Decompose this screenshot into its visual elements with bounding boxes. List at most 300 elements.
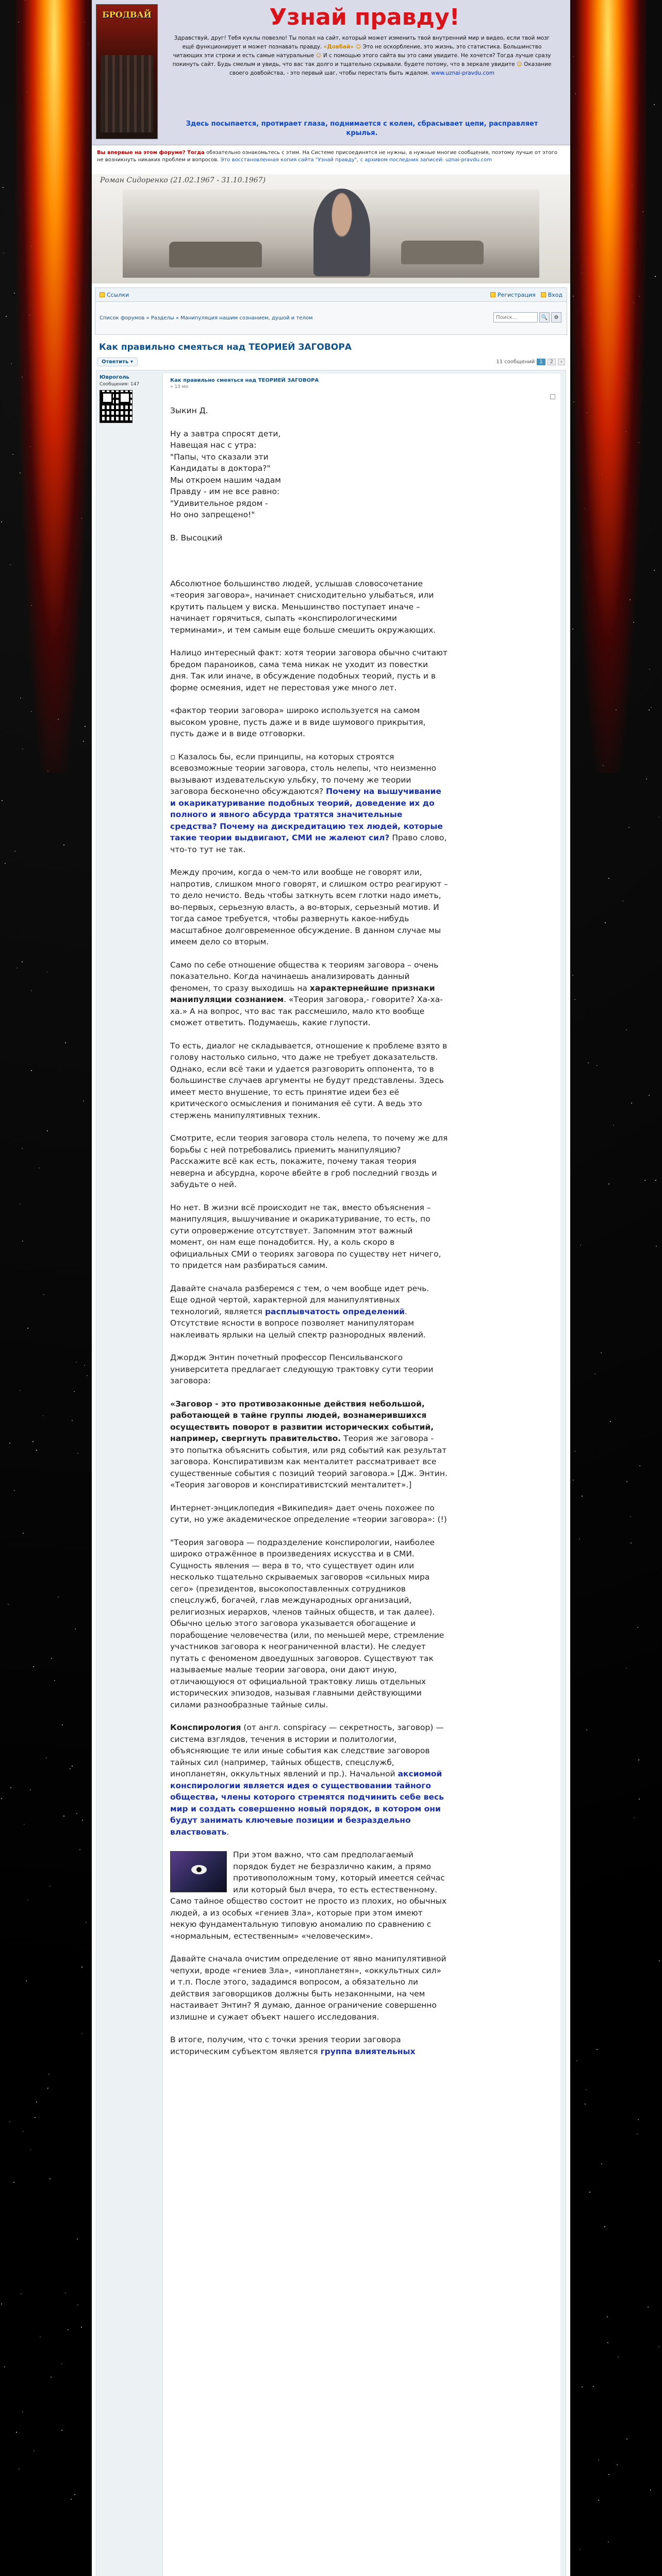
paragraph-text: В итоге, получим, что с точки зрения теории заговора историческим субъектом является	[170, 2035, 401, 2056]
star-dot	[53, 326, 54, 327]
paragraph: Между прочим, когда о чем-то или вообще не говорят или, напротив, слишком много говорят, и слишком остро реагируют – то дело нечисто. Ведь чтобы заткнуть всем глотки надо иметь, во-первых, серьезную власть, а во-вторых, серьезный мотив. И тогда самое требуется, чтобы развернуть какое-нибудь масштабное долговременное обсуждение. В данном случае мы имеем дело со вторым.	[170, 868, 448, 946]
poem-author: В. Высоцкий	[170, 533, 223, 543]
star-dot	[639, 1465, 640, 1466]
star-dot	[49, 1886, 51, 1887]
star-dot	[609, 371, 610, 372]
banner-logo-image	[96, 4, 158, 139]
star-dot	[608, 2474, 609, 2475]
flame-decoration-left	[15, 0, 93, 773]
gear-icon[interactable]: ⚙	[551, 312, 561, 323]
star-dot	[81, 2033, 82, 2034]
star-dot	[84, 22, 85, 23]
star-dot	[638, 442, 639, 443]
highlight-text: Почему на вышучивание и окарикатуривание подобных теорий, доведение их до полного и явного абсурда тратятся значительные средства? Почему на дискредитацию тех людей, которые такие теории выдвигают, СМИ не жалеют сил?	[170, 787, 443, 842]
star-dot	[61, 2430, 62, 2431]
star-dot	[646, 778, 647, 779]
star-dot	[74, 2494, 75, 2495]
notice-block	[92, 145, 570, 174]
star-dot	[597, 2049, 598, 2050]
star-dot	[42, 205, 43, 206]
star-dot	[616, 709, 617, 710]
star-dot	[43, 1294, 44, 1295]
star-dot	[24, 1824, 25, 1825]
star-dot	[586, 1730, 587, 1731]
star-dot	[2, 800, 3, 801]
star-dot	[77, 1453, 78, 1454]
post-content	[170, 405, 449, 2057]
star-dot	[16, 968, 18, 969]
star-dot	[21, 2293, 22, 2294]
soldier-portrait	[313, 189, 370, 276]
star-dot	[81, 518, 82, 519]
star-dot	[611, 276, 612, 277]
page-1-button[interactable]: 1	[537, 359, 545, 365]
star-dot	[617, 109, 618, 110]
intro-line-2: читающих эти строки и есть самые натуральные	[173, 53, 315, 59]
star-dot	[77, 2239, 78, 2240]
star-dot	[642, 211, 643, 212]
star-dot	[18, 22, 19, 23]
star-dot	[55, 282, 56, 283]
star-dot	[575, 93, 576, 94]
star-dot	[47, 2088, 48, 2089]
star-dot	[76, 1813, 77, 1814]
star-dot	[626, 1481, 627, 1482]
star-dot	[52, 407, 53, 408]
star-dot	[1, 2303, 2, 2304]
star-dot	[22, 377, 23, 378]
star-dot	[20, 472, 21, 473]
forum-path-row	[95, 302, 567, 335]
banner-logo-text: БРОДВАЙ	[102, 10, 152, 20]
star-dot	[62, 1724, 63, 1725]
intro-quote: «Довбай»	[323, 44, 354, 50]
intro-text	[169, 34, 555, 78]
star-dot	[54, 1680, 55, 1681]
post-meta: » 13 мо	[170, 384, 188, 389]
star-dot	[648, 2307, 649, 2308]
register-icon	[490, 292, 495, 297]
star-dot	[644, 1180, 646, 1181]
paragraph-text: Само по себе отношение общества к теориям заговора – очень показательно. Когда начинаешь анализировать данный феномен, то сразу выходишь на	[170, 960, 439, 993]
links-icon	[100, 292, 105, 297]
bold-text: характернейшие признаки манипуляции сознанием	[170, 983, 435, 1004]
star-dot	[586, 2089, 587, 2090]
star-dot	[617, 2464, 618, 2465]
intro-line-4: будете потому, что в зеркале увидите	[404, 61, 515, 67]
star-dot	[1, 521, 2, 522]
star-dot	[582, 1496, 583, 1497]
star-dot	[573, 296, 574, 297]
smile-icon: ☺	[355, 44, 361, 50]
star-dot	[626, 2438, 627, 2439]
star-dot	[49, 357, 50, 358]
star-dot	[72, 1766, 73, 1767]
star-dot	[659, 1960, 660, 1961]
star-dot	[601, 2163, 602, 2164]
star-dot	[22, 1148, 23, 1149]
star-dot	[31, 711, 32, 712]
star-dot	[63, 844, 64, 845]
star-dot	[4, 2366, 5, 2367]
star-dot	[36, 26, 37, 27]
memorial-banner	[92, 174, 570, 283]
top-navbar	[95, 287, 567, 302]
star-dot	[625, 431, 626, 432]
paragraph-text: . «Теория заговора,- говорите? Ха-ха-ха.» А на вопрос, что вас так рассмешило, мало кто вообще сможет ответить. Подумаешь, какие глупости.	[170, 995, 443, 1027]
star-dot	[84, 1365, 85, 1366]
star-dot	[626, 1668, 627, 1669]
star-dot	[77, 2304, 78, 2306]
links-label: Ссылки	[107, 291, 129, 298]
star-dot	[574, 1451, 575, 1452]
star-dot	[582, 2386, 583, 2387]
bold-text: «Заговор - это противозаконные действия небольшой, работающей в тайне группы людей, вознамерившихся осуществить поворот в развитии исторических событий, например, свергнуть правительство.	[170, 1399, 434, 1443]
star-dot	[79, 1849, 80, 1850]
broken-image-icon	[550, 394, 555, 399]
register-link[interactable]	[490, 292, 536, 298]
star-dot	[20, 698, 21, 699]
star-dot	[655, 1180, 656, 1181]
star-dot	[23, 1533, 24, 1534]
star-dot	[46, 1757, 47, 1758]
topic-action-bar	[97, 355, 565, 368]
paragraph-text: (от англ. conspiracy — секретность, заговор) — система взглядов, течения в истории и политологии, объясняющие те или иные события как следствие заговоров тайных сил (например, тайных обществ, спецслужб, инопланетян, оккультных явлений и пр.). Начальной	[170, 1723, 444, 1778]
reply-button[interactable]	[97, 358, 138, 366]
star-dot	[594, 1374, 595, 1375]
star-dot	[592, 312, 593, 313]
star-dot	[613, 1125, 614, 1126]
poem: Ну а завтра спросят дети, Навещая нас с утра: "Папы, что сказали эти Кандидаты в доктора?" Мы откроем нашим чадам Правду - им не все равно: "Удивительное рядом - Но оно запрещено!"	[170, 429, 281, 519]
star-dot	[65, 2293, 66, 2294]
star-dot	[598, 2500, 599, 2501]
star-dot	[581, 273, 582, 274]
star-dot	[650, 2489, 651, 2490]
star-dot	[579, 1538, 580, 1539]
star-dot	[610, 1421, 611, 1422]
star-dot	[633, 622, 634, 623]
star-dot	[626, 1029, 627, 1030]
paragraph: Смотрите, если теория заговора столь нелепа, то почему же для борьбы с ней потребовались приемить манипуляцию? Расскажите всё как есть, покажите, почему такая теория неверна и абсурдна, короче вбейте в гроб последний гвоздь и забудьте о ней.	[170, 1133, 448, 1189]
star-dot	[68, 2329, 69, 2330]
star-dot	[45, 242, 46, 243]
star-dot	[82, 1820, 83, 1821]
star-dot	[637, 1627, 638, 1628]
post-body	[162, 374, 560, 2576]
star-dot	[35, 2117, 36, 2118]
star-dot	[604, 2226, 605, 2227]
crowd-illustration	[101, 55, 153, 132]
star-dot	[619, 306, 620, 307]
star-dot	[608, 1183, 609, 1184]
star-dot	[71, 2499, 72, 2500]
star-dot	[649, 669, 650, 670]
star-dot	[58, 719, 59, 720]
intro-part-3: Это не оскорбление, это жизнь, это статистика. Большинство	[362, 44, 542, 50]
star-dot	[47, 2088, 48, 2089]
post-profile	[100, 375, 157, 423]
star-dot	[81, 2327, 82, 2328]
paragraph-text: . Отсутствие ясности в вопросе позволяет манипуляторам наклеивать ярлыки на целый спектр разнородных явлений.	[170, 1307, 426, 1340]
paragraph-text: .	[226, 1827, 229, 1837]
post	[96, 370, 566, 2576]
star-dot	[10, 1787, 11, 1788]
star-dot	[654, 570, 655, 571]
notice-note: Это восстановленная копия сайта "Узнай правду", с архивом последних записей: uznai-pravdu.com	[220, 157, 492, 163]
star-dot	[638, 1759, 639, 1760]
tank-illustration	[401, 241, 484, 264]
star-dot	[598, 2460, 599, 2461]
star-dot	[585, 81, 586, 82]
star-dot	[622, 262, 623, 263]
author-name[interactable]: Ювроголь	[100, 375, 129, 380]
page-2-button[interactable]: 2	[548, 359, 556, 365]
star-dot	[586, 412, 587, 413]
star-dot	[27, 91, 28, 92]
star-dot	[631, 1543, 632, 1544]
star-dot	[588, 1062, 589, 1063]
star-dot	[42, 286, 43, 287]
star-dot	[22, 961, 23, 962]
star-dot	[14, 851, 15, 852]
smile-icon: ☺	[316, 53, 322, 59]
intro-line-5: Оказание своего довбойства, - это первый шаг, чтобы перестать быть ждалом.	[229, 61, 552, 76]
intro-part-1: Здравствуй, друг! Тебя куклы повезло! Ты попал на сайт, который может изменить твой внутренний мир и видео, если твой мозг ещё функционирует и может познавать правду.	[174, 35, 550, 50]
star-dot	[584, 508, 585, 509]
star-dot	[638, 2119, 639, 2120]
memorial-caption: Роман Сидоренко (21.02.1967 - 31.10.1967)	[100, 176, 266, 184]
star-dot	[31, 990, 32, 991]
site-title: Узнай правду!	[269, 4, 460, 30]
star-dot	[603, 765, 604, 766]
star-dot	[14, 1490, 15, 1491]
highlight-text: группа влиятельных	[320, 2046, 416, 2056]
star-dot	[649, 1095, 650, 1096]
star-dot	[574, 999, 575, 1000]
nav-right	[490, 292, 562, 298]
star-dot	[622, 901, 623, 902]
star-dot	[27, 1328, 28, 1329]
star-dot	[88, 44, 89, 45]
star-dot	[572, 975, 573, 976]
links-menu[interactable]	[100, 292, 129, 298]
bold-text: Конспирология	[170, 1723, 241, 1732]
paragraph: Давайте сначала очистим определение от явно манипулятивной чепухи, вроде «гениев Зла», «инопланетян», «оккультных сил» и т.п. После этого, зададимся вопросом, а обязательно ли действия заговорщиков должны быть незаконными, на чем настаивает Энтин? Я думаю, данное ограничение совершенно излишне и сужает объект нашего исследования.	[170, 1954, 446, 2022]
star-dot	[637, 2133, 638, 2134]
star-dot	[608, 878, 609, 879]
paragraph: «фактор теории заговора» широко используется на самом высоком уровне, пусть даже и в виде шумового прикрытия, пусть даже и в виде отговорки.	[170, 706, 426, 738]
paragraph	[170, 1722, 449, 1838]
star-dot	[634, 1817, 635, 1818]
star-dot	[10, 564, 11, 565]
star-dot	[36, 1450, 37, 1451]
paragraph: Но нет. В жизни всё происходит не так, вместо объяснения – манипуляция, вышучивание и окарикатуривание, то есть, по сути опровержение отсутствует. Запомним этот важный момент, он нам еще понадобится. Ну, а коль скоро в официальных СМИ о теориях заговора по существу нет ничего, то придется нам разбираться самим.	[170, 1202, 441, 1270]
paragraph-text: Давайте сначала разберемся с тем, о чем вообще идет речь. Еще одной чертой, характерной для манипулятивных технологий, является	[170, 1283, 429, 1316]
login-link[interactable]	[541, 292, 562, 298]
topic-title[interactable]: Как правильно смеяться над ТЕОРИЕЙ ЗАГОВОРА	[99, 342, 352, 352]
paragraph	[170, 2034, 449, 2057]
paragraph	[170, 1283, 449, 1341]
intro-site-link[interactable]: www.uznai-pravdu.com	[431, 70, 494, 76]
star-dot	[628, 827, 630, 828]
post-addressee: Зыкин Д.	[170, 406, 208, 415]
star-dot	[654, 104, 655, 105]
intro-line-3: И с помощью этого сайта вы это сами увидите. Не хочется? Тогда лучше сразу покинуть сайт. Будь смелым и увидь, что вас так долго и тщательно скрывали.	[172, 53, 551, 67]
star-dot	[573, 1480, 574, 1481]
login-label: Вход	[548, 291, 562, 298]
star-dot	[76, 1362, 77, 1363]
star-dot	[601, 474, 602, 475]
star-dot	[3, 187, 4, 188]
star-dot	[66, 323, 67, 324]
star-dot	[22, 2411, 23, 2412]
paragraph-text: Право слово, что-то тут не так.	[170, 833, 447, 854]
star-dot	[36, 2102, 37, 2103]
star-dot	[27, 1900, 28, 1901]
star-dot	[597, 1065, 598, 1066]
star-dot	[47, 1130, 48, 1131]
star-dot	[607, 2342, 608, 2343]
star-dot	[70, 1768, 71, 1769]
star-dot	[44, 243, 45, 244]
star-dot	[58, 1597, 59, 1598]
star-dot	[5, 863, 6, 864]
star-dot	[83, 1100, 84, 1101]
star-dot	[48, 2074, 49, 2075]
star-dot	[580, 1245, 581, 1246]
register-label: Регистрация	[497, 291, 536, 298]
star-dot	[9, 2121, 10, 2122]
star-dot	[86, 1922, 87, 1923]
star-dot	[25, 0, 26, 1]
tank-illustration	[169, 242, 262, 267]
star-dot	[598, 332, 599, 333]
star-dot	[649, 709, 650, 710]
star-dot	[630, 599, 631, 600]
star-dot	[74, 1391, 75, 1392]
login-icon	[541, 292, 546, 297]
paragraph-text: Казалось бы, если принципы, на которых строятся всевозможные теории заговора, столь нелепы, что неизменно вызывают издевательскую ульбку, то почему же теории заговора бесконечно обсуждаются?	[170, 752, 437, 796]
star-dot	[655, 276, 656, 277]
star-dot	[573, 401, 574, 402]
star-dot	[632, 185, 633, 186]
star-dot	[83, 741, 84, 742]
site-banner	[92, 0, 570, 145]
breadcrumb[interactable]	[100, 315, 313, 321]
star-dot	[580, 2549, 581, 2550]
star-dot	[658, 817, 659, 818]
star-dot	[633, 302, 634, 303]
star-dot	[8, 1604, 9, 1605]
author-meta: Сообщения: 147	[100, 382, 140, 387]
star-dot	[85, 726, 86, 727]
smile-icon: ☺	[516, 61, 522, 67]
star-dot	[48, 52, 49, 53]
star-dot	[631, 1103, 632, 1104]
star-dot	[573, 56, 574, 57]
star-dot	[20, 1204, 21, 1205]
star-dot	[608, 2541, 609, 2543]
page-container	[92, 0, 570, 2576]
star-dot	[607, 2316, 608, 2317]
paragraph	[170, 1398, 449, 1491]
search-input[interactable]	[493, 312, 538, 323]
star-dot	[1, 1798, 2, 1799]
star-dot	[77, 256, 78, 257]
star-dot	[31, 1070, 32, 1071]
star-dot	[20, 1390, 21, 1391]
star-dot	[584, 336, 585, 337]
star-dot	[593, 2386, 594, 2387]
star-dot	[63, 1816, 64, 1817]
search-icon[interactable]: 🔍	[539, 312, 550, 323]
search-box	[493, 312, 561, 323]
star-dot	[658, 2346, 659, 2347]
notice-warning-label: Вы впервые на этом форуме? Тогда	[97, 150, 205, 156]
notice-warning-text[interactable]: обязательно ознакомьтесь с этим. На Системе присоединятся не нужны, а нужные многие сообщения, поэтому лучше от этого не возникнуть никаких проблем и вопросов.	[97, 150, 557, 163]
star-dot	[51, 2377, 52, 2378]
star-dot	[585, 2104, 586, 2105]
reply-label: Ответить	[102, 359, 129, 365]
broken-image-icon: ▫	[170, 752, 176, 761]
star-dot	[51, 1658, 52, 1659]
star-dot	[23, 2131, 24, 2132]
star-dot	[43, 1415, 44, 1416]
star-dot	[622, 382, 623, 383]
star-dot	[630, 1516, 631, 1517]
star-dot	[29, 315, 30, 316]
star-dot	[49, 2178, 51, 2179]
star-dot	[588, 384, 589, 385]
star-dot	[30, 2149, 31, 2150]
next-page-icon[interactable]: ›	[558, 359, 565, 365]
star-dot	[601, 1352, 602, 1353]
star-dot	[655, 276, 656, 277]
star-dot	[47, 771, 48, 772]
star-dot	[30, 1789, 31, 1790]
star-dot	[46, 972, 47, 973]
star-dot	[6, 316, 7, 317]
paragraph: Джордж Энтин почетный профессор Пенсильванского университета предлагает следующую трактовку сути теории заговора:	[170, 1353, 434, 1385]
star-dot	[30, 446, 31, 447]
pagination	[496, 359, 565, 365]
star-dot	[26, 1980, 27, 1981]
illustration-image	[170, 1851, 227, 1892]
star-dot	[32, 1441, 34, 1442]
breadcrumb-text[interactable]: Список форумов » Разделы » Манипуляция нашим сознанием, душой и телом	[100, 315, 313, 321]
paragraph-text: При этом важно, что сам предполагаемый порядок будет не безразлично каким, а прямо противоположным тому, который имеется сейчас или который был вчера, то есть естественному. Само тайное общество состоит не просто из плохих, но обычных людей, а из особых «гениев Зла», которые при этом имеют некую фундаментальную типовую аномалию по сравнению с «нормальным, естественным» «человеческим».	[170, 1850, 447, 1941]
star-dot	[576, 2060, 577, 2061]
star-dot	[16, 2432, 17, 2433]
post-title[interactable]: Как правильно смеяться над ТЕОРИЕЙ ЗАГОВОРА	[170, 378, 319, 383]
star-dot	[61, 2363, 62, 2364]
star-dot	[589, 2192, 590, 2193]
star-dot	[613, 61, 614, 62]
paragraph	[170, 1849, 449, 1942]
star-dot	[9, 1443, 10, 1444]
star-dot	[608, 266, 609, 267]
star-dot	[72, 1420, 73, 1421]
star-dot	[19, 2468, 20, 2469]
star-dot	[40, 2336, 41, 2337]
star-dot	[656, 1246, 657, 1247]
star-dot	[31, 246, 32, 247]
star-dot	[31, 605, 32, 606]
paragraph-text: Теория же заговора - это попытка объяснить события, или ряд событий как результат заговора. Конспиративизм как менталитет рассматривает все существенные события с позиций теорий заговора.» [Дж. Энтин. «Теория заговоров и конспиративистский менталитет».]	[170, 1434, 448, 1489]
star-dot	[3, 252, 4, 253]
star-dot	[33, 1666, 34, 1667]
star-dot	[651, 707, 652, 708]
